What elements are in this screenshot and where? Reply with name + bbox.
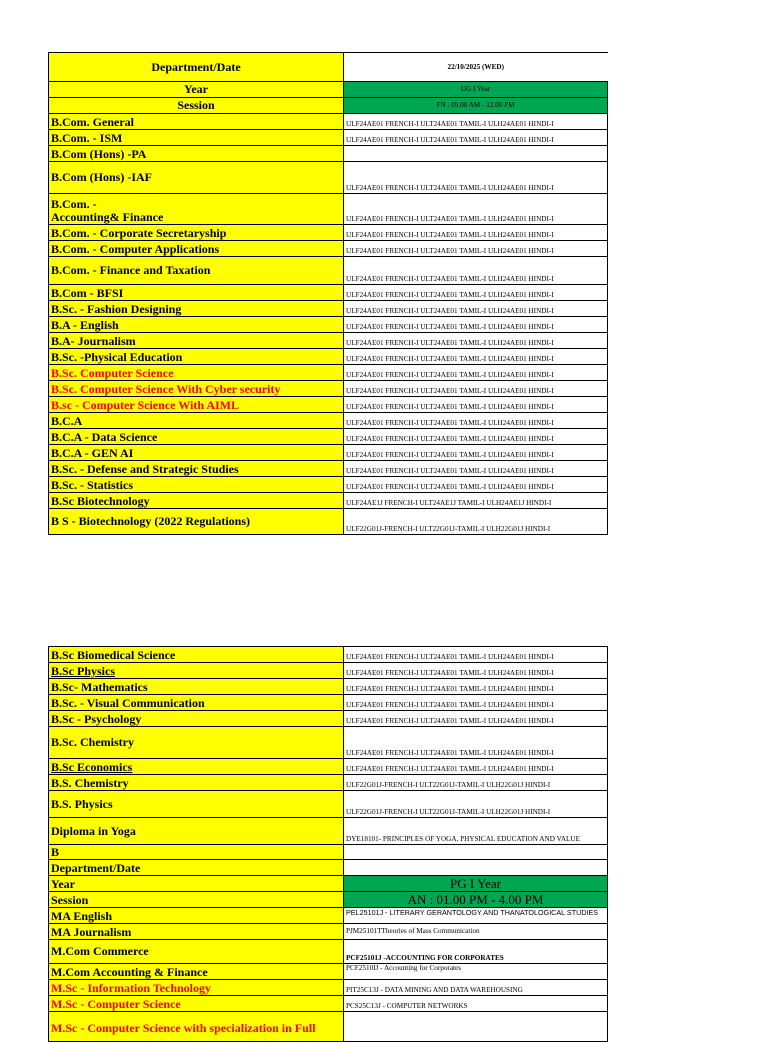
dept-cell: B.Com - BFSI xyxy=(49,285,344,301)
dept-cell: B.Sc Economics xyxy=(49,759,344,775)
subject-cell: ULF24AE01 FRENCH-I ULT24AE01 TAMIL-I ULH24AE01 HINDI-I xyxy=(344,317,608,333)
dept-cell: B.S. Chemistry xyxy=(49,775,344,791)
session-value: FN : 09.00 AM - 12.00 PM xyxy=(344,98,608,114)
dept-cell: M.Sc - Computer Science with specialization in Full xyxy=(49,1012,344,1042)
dept-cell: B.Com. - ISM xyxy=(49,130,344,146)
subject-cell: ULF24AE01 FRENCH-I ULT24AE01 TAMIL-I ULH24AE01 HINDI-I xyxy=(344,130,608,146)
dept-cell: B.Com (Hons) -IAF xyxy=(49,162,344,194)
subject-cell: ULF24AE01 FRENCH-I ULT24AE01 TAMIL-I ULH24AE01 HINDI-I xyxy=(344,333,608,349)
dept-cell: B.Sc- Mathematics xyxy=(49,679,344,695)
dept-cell: B.S. Physics xyxy=(49,791,344,818)
ug-schedule-table xyxy=(48,52,608,535)
subject-cell: ULF24AE01 FRENCH-I ULT24AE01 TAMIL-I ULH24AE01 HINDI-I xyxy=(344,257,608,285)
subject-cell: ULF24AE01 FRENCH-I ULT24AE01 TAMIL-I ULH24AE01 HINDI-I xyxy=(344,461,608,477)
pg-year-value: PG I Year xyxy=(344,876,608,892)
empty-cell xyxy=(344,860,608,876)
dept-cell: B.Sc. Chemistry xyxy=(49,727,344,759)
exam-date: 22/10/2025 (WED) xyxy=(344,53,608,82)
dept-cell: B S - Biotechnology (2022 Regulations) xyxy=(49,509,344,535)
subject-cell: ULF24AE1J FRENCH-I ULT24AE1J TAMIL-I ULH24AE1J HINDI-I xyxy=(344,493,608,509)
b-cell: B xyxy=(49,845,344,860)
subject-cell: ULF24AE01 FRENCH-I ULT24AE01 TAMIL-I ULH24AE01 HINDI-I xyxy=(344,477,608,493)
pg-department-date-label: Department/Date xyxy=(49,860,344,876)
dept-cell: B.Sc. - Fashion Designing xyxy=(49,301,344,317)
subject-cell: ULF24AE01 FRENCH-I ULT24AE01 TAMIL-I ULH24AE01 HINDI-I xyxy=(344,695,608,711)
year-label: Year xyxy=(49,82,344,98)
dept-cell: B.sc - Computer Science With AIML xyxy=(49,397,344,413)
subject-cell: ULF22G01J-FRENCH-I ULT22G01J-TAMIL-I ULH22G01J HINDI-I xyxy=(344,509,608,535)
dept-cell: M.Com Accounting & Finance xyxy=(49,964,344,980)
subject-cell: ULF24AE01 FRENCH-I ULT24AE01 TAMIL-I ULH24AE01 HINDI-I xyxy=(344,114,608,130)
subject-cell: ULF24AE01 FRENCH-I ULT24AE01 TAMIL-I ULH24AE01 HINDI-I xyxy=(344,162,608,194)
dept-cell: B.Sc Biotechnology xyxy=(49,493,344,509)
session-label: Session xyxy=(49,98,344,114)
dept-cell: B.Sc - Psychology xyxy=(49,711,344,727)
dept-cell: B.Sc Physics xyxy=(49,663,344,679)
pg-session-value: AN : 01.00 PM - 4.00 PM xyxy=(344,892,608,908)
subject-cell: ULF24AE01 FRENCH-I ULT24AE01 TAMIL-I ULH24AE01 HINDI-I xyxy=(344,727,608,759)
subject-cell: ULF24AE01 FRENCH-I ULT24AE01 TAMIL-I ULH24AE01 HINDI-I xyxy=(344,349,608,365)
subject-cell: ULF24AE01 FRENCH-I ULT24AE01 TAMIL-I ULH24AE01 HINDI-I xyxy=(344,445,608,461)
dept-cell: M.Com Commerce xyxy=(49,940,344,964)
subject-cell: ULF22G01J-FRENCH-I ULT22G01J-TAMIL-I ULH22G01J HINDI-I xyxy=(344,791,608,818)
dept-cell: B.C.A - Data Science xyxy=(49,429,344,445)
subject-cell: ULF24AE01 FRENCH-I ULT24AE01 TAMIL-I ULH24AE01 HINDI-I xyxy=(344,413,608,429)
subject-cell: DYE18101- PRINCIPLES OF YOGA, PHYSICAL EDUCATION AND VALUE xyxy=(344,818,608,845)
dept-cell: Diploma in Yoga xyxy=(49,818,344,845)
dept-cell: MA Journalism xyxy=(49,924,344,940)
subject-cell: PCF25101J -ACCOUNTING FOR CORPORATES xyxy=(344,940,608,964)
subject-cell xyxy=(344,146,608,162)
subject-cell: PEL25101J - LITERARY GERANTOLOGY AND THANATOLOGICAL STUDIES xyxy=(344,908,608,924)
dept-cell: B.C.A xyxy=(49,413,344,429)
subject-cell: PCS25C13J - COMPUTER NETWORKS xyxy=(344,996,608,1012)
dept-cell: B.A - English xyxy=(49,317,344,333)
subject-cell: PIT25C13J - DATA MINING AND DATA WAREHOUSING xyxy=(344,980,608,996)
dept-cell: B.Com. - Finance and Taxation xyxy=(49,257,344,285)
dept-cell: B.Sc. Computer Science With Cyber security xyxy=(49,381,344,397)
year-value: UG I Year xyxy=(344,82,608,98)
subject-cell: ULF24AE01 FRENCH-I ULT24AE01 TAMIL-I ULH24AE01 HINDI-I xyxy=(344,663,608,679)
subject-cell: ULF24AE01 FRENCH-I ULT24AE01 TAMIL-I ULH24AE01 HINDI-I xyxy=(344,365,608,381)
subject-cell: ULF24AE01 FRENCH-I ULT24AE01 TAMIL-I ULH24AE01 HINDI-I xyxy=(344,397,608,413)
dept-cell: B.Com. General xyxy=(49,114,344,130)
dept-cell: B.Sc. - Statistics xyxy=(49,477,344,493)
schedule-table-continued xyxy=(48,646,608,1042)
dept-cell: B.Sc. -Physical Education xyxy=(49,349,344,365)
subject-cell: ULF24AE01 FRENCH-I ULT24AE01 TAMIL-I ULH24AE01 HINDI-I xyxy=(344,679,608,695)
department-date-header: Department/Date xyxy=(49,53,344,82)
dept-line-2: Accounting& Finance xyxy=(51,210,164,224)
subject-cell: PCF2510IJ - Accounting for Corporates xyxy=(344,964,608,980)
subject-cell: ULF24AE01 FRENCH-I ULT24AE01 TAMIL-I ULH24AE01 HINDI-I xyxy=(344,241,608,257)
dept-cell: B.Com. - Corporate Secretaryship xyxy=(49,225,344,241)
dept-cell: B.Sc. - Defense and Strategic Studies xyxy=(49,461,344,477)
subject-cell: ULF24AE01 FRENCH-I ULT24AE01 TAMIL-I ULH24AE01 HINDI-I xyxy=(344,759,608,775)
dept-cell: B.Sc. Computer Science xyxy=(49,365,344,381)
dept-cell: M.Sc - Computer Science xyxy=(49,996,344,1012)
subject-cell: ULF24AE01 FRENCH-I ULT24AE01 TAMIL-I ULH24AE01 HINDI-I xyxy=(344,225,608,241)
dept-cell: B.C.A - GEN AI xyxy=(49,445,344,461)
subject-cell: ULF24AE01 FRENCH-I ULT24AE01 TAMIL-I ULH24AE01 HINDI-I xyxy=(344,381,608,397)
dept-cell: M.Sc - Information Technology xyxy=(49,980,344,996)
subject-cell: ULF24AE01 FRENCH-I ULT24AE01 TAMIL-I ULH24AE01 HINDI-I xyxy=(344,301,608,317)
dept-cell xyxy=(49,194,344,225)
dept-cell: B.Com. - Computer Applications xyxy=(49,241,344,257)
dept-cell: B.A- Journalism xyxy=(49,333,344,349)
subject-cell xyxy=(344,1012,608,1042)
pg-session-label: Session xyxy=(49,892,344,908)
dept-cell: MA English xyxy=(49,908,344,924)
subject-cell: ULF24AE01 FRENCH-I ULT24AE01 TAMIL-I ULH24AE01 HINDI-I xyxy=(344,194,608,225)
subject-cell: ULF24AE01 FRENCH-I ULT24AE01 TAMIL-I ULH24AE01 HINDI-I xyxy=(344,429,608,445)
dept-line-1: B.Com. - xyxy=(51,197,97,211)
subject-cell: ULF24AE01 FRENCH-I ULT24AE01 TAMIL-I ULH24AE01 HINDI-I xyxy=(344,647,608,663)
subject-cell: ULF24AE01 FRENCH-I ULT24AE01 TAMIL-I ULH24AE01 HINDI-I xyxy=(344,285,608,301)
pg-year-label: Year xyxy=(49,876,344,892)
dept-cell: B.Sc. - Visual Communication xyxy=(49,695,344,711)
subject-cell: ULF24AE01 FRENCH-I ULT24AE01 TAMIL-I ULH24AE01 HINDI-I xyxy=(344,711,608,727)
subject-cell: ULF22G01J-FRENCH-I ULT22G01J-TAMIL-I ULH22G01J HINDI-I xyxy=(344,775,608,791)
empty-cell xyxy=(344,845,608,860)
subject-cell: PJM25101TTheories of Mass Communication xyxy=(344,924,608,940)
dept-cell: B.Sc Biomedical Science xyxy=(49,647,344,663)
dept-cell: B.Com (Hons) -PA xyxy=(49,146,344,162)
